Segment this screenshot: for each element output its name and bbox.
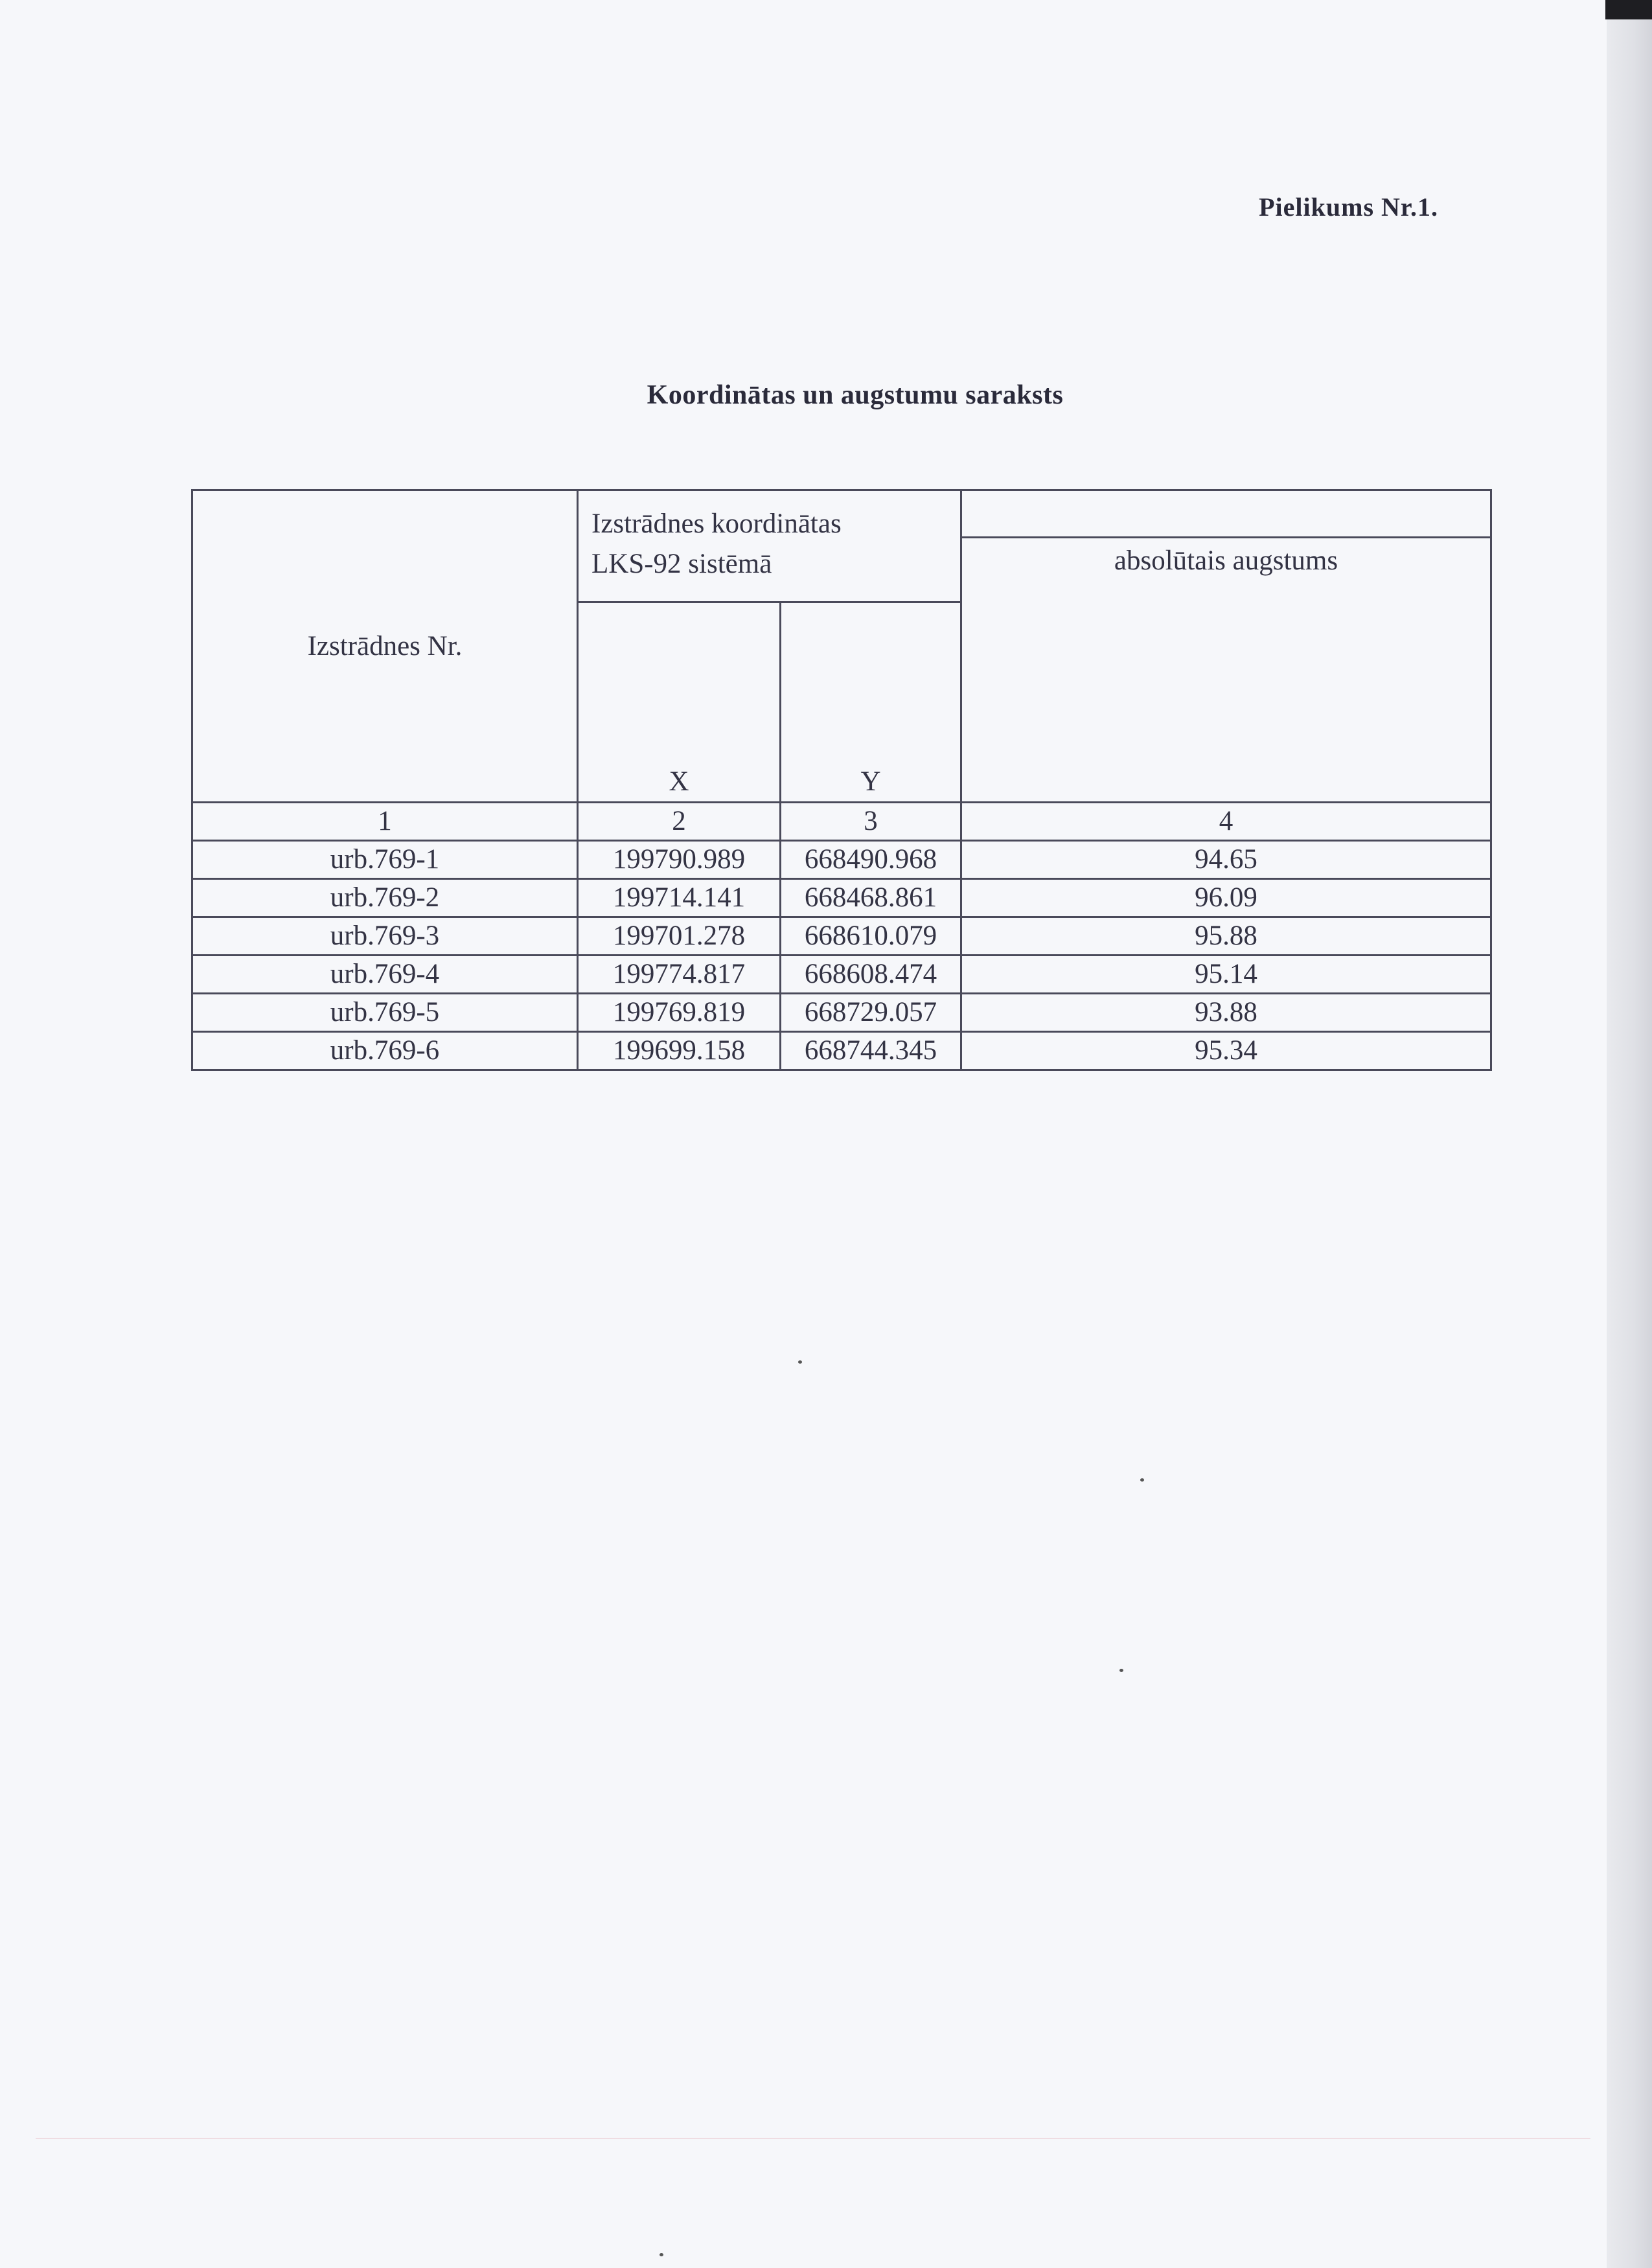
cell-nr: urb.769-4 [192, 956, 578, 994]
cell-nr: urb.769-2 [192, 879, 578, 917]
cell-nr: urb.769-6 [192, 1032, 578, 1070]
header-empty-cell [961, 490, 1491, 538]
cell-alt: 93.88 [961, 994, 1491, 1032]
column-number: 2 [578, 803, 781, 841]
appendix-label: Pielikums Nr.1. [1259, 192, 1438, 222]
column-number-row [192, 803, 1491, 841]
cell-y: 668744.345 [781, 1032, 961, 1070]
column-number: 3 [781, 803, 961, 841]
header-coordinates-line1: Izstrādnes koordinātas [591, 509, 842, 539]
scan-speck [1140, 1478, 1144, 1482]
coordinates-table [191, 489, 1492, 1071]
header-x: X [578, 602, 781, 803]
header-coordinates-line2: LKS-92 sistēmā [591, 549, 772, 579]
cell-y: 668608.474 [781, 956, 961, 994]
cell-nr: urb.769-3 [192, 917, 578, 956]
column-number: 1 [192, 803, 578, 841]
cell-x: 199714.141 [578, 879, 781, 917]
scan-speck [1119, 1669, 1123, 1672]
cell-alt: 95.88 [961, 917, 1491, 956]
cell-nr: urb.769-1 [192, 841, 578, 879]
document-title: Koordinātas un augstumu saraksts [647, 380, 1064, 410]
cell-y: 668729.057 [781, 994, 961, 1032]
cell-nr: urb.769-5 [192, 994, 578, 1032]
scan-speck [798, 1360, 802, 1364]
table-row [192, 879, 1491, 917]
table-row [192, 841, 1491, 879]
header-altitude: absolūtais augstums [961, 538, 1491, 803]
cell-alt: 95.34 [961, 1032, 1491, 1070]
table-row [192, 1032, 1491, 1070]
cell-x: 199699.158 [578, 1032, 781, 1070]
header-y: Y [781, 602, 961, 803]
cell-y: 668610.079 [781, 917, 961, 956]
scan-edge [1607, 0, 1652, 2268]
table-row [192, 956, 1491, 994]
column-number: 4 [961, 803, 1491, 841]
cell-x: 199774.817 [578, 956, 781, 994]
cell-y: 668490.968 [781, 841, 961, 879]
scan-speck [660, 2253, 663, 2256]
cell-alt: 95.14 [961, 956, 1491, 994]
cell-alt: 96.09 [961, 879, 1491, 917]
paper-fold-line [36, 2138, 1590, 2139]
table-row [192, 917, 1491, 956]
table-row [192, 994, 1491, 1032]
cell-x: 199701.278 [578, 917, 781, 956]
cell-y: 668468.861 [781, 879, 961, 917]
header-izstradnes-nr: Izstrādnes Nr. [192, 490, 578, 803]
cell-alt: 94.65 [961, 841, 1491, 879]
header-coordinates [578, 490, 961, 602]
cell-x: 199769.819 [578, 994, 781, 1032]
scan-corner [1605, 0, 1652, 19]
cell-x: 199790.989 [578, 841, 781, 879]
